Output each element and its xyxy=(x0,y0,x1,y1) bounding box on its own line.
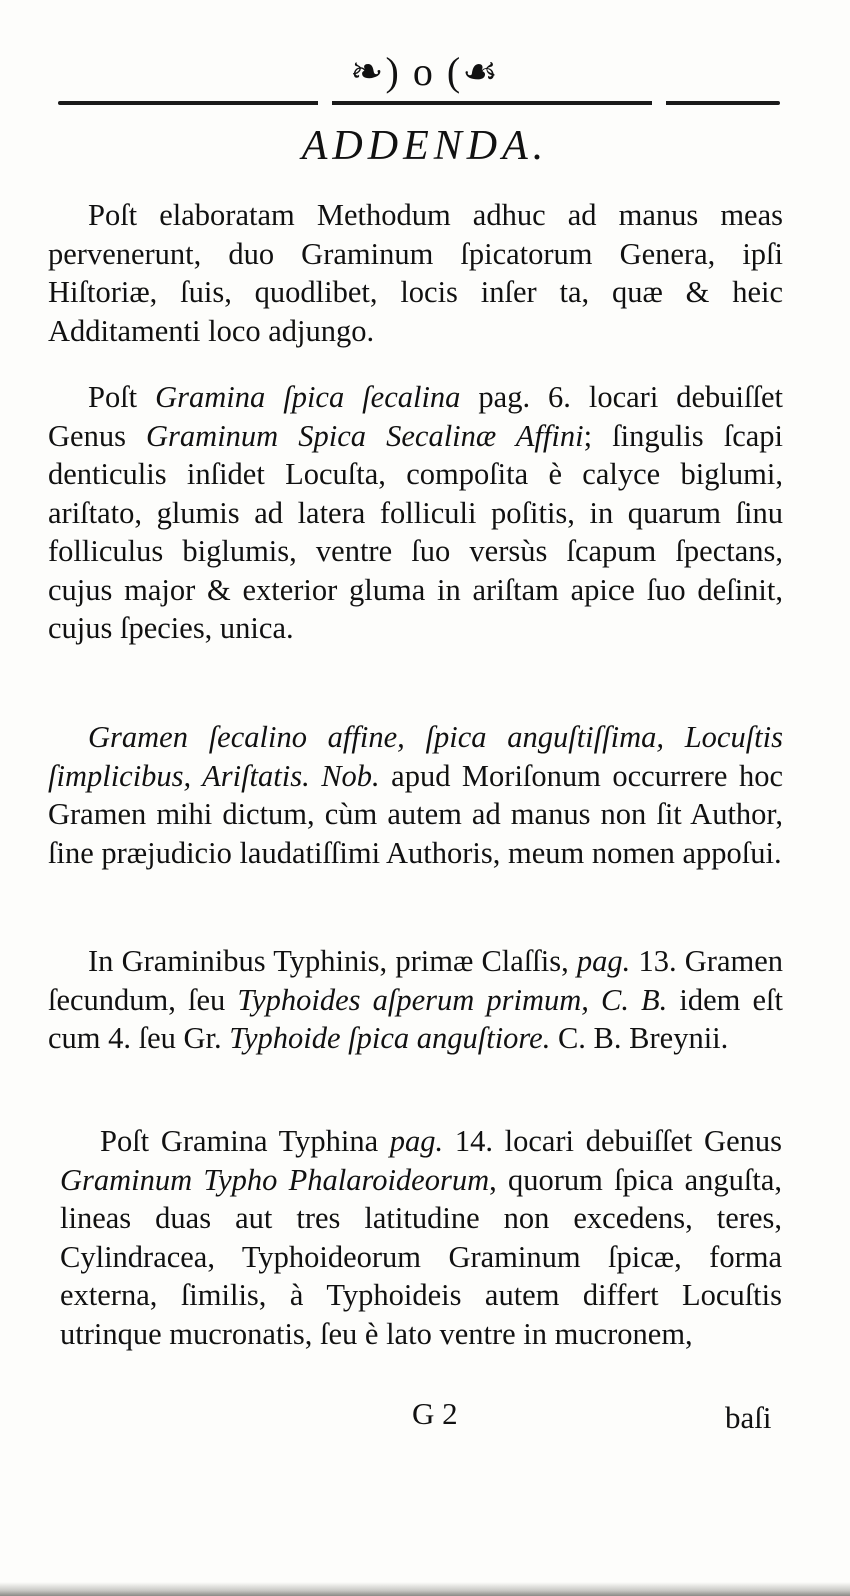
rule-break xyxy=(318,100,332,106)
catchword: baſi xyxy=(725,1400,772,1435)
signature-mark: G 2 xyxy=(412,1396,458,1431)
running-head: ❧) o (☙ xyxy=(349,49,500,94)
text-run: C. B. Breynii. xyxy=(550,1021,729,1055)
text-run: In Graminibus Typhinis, primæ Claſſis, xyxy=(88,944,577,978)
paragraph-text xyxy=(48,942,783,1058)
italic-run: Graminum Typho Phalaroideorum xyxy=(60,1162,490,1197)
text-run: pag. 6. locari debuiſſet Genus xyxy=(48,380,783,453)
text-run: 13. Gramen ſecundum, ſeu xyxy=(48,944,784,1017)
italic-run: Gramen ſecalino affine, ſpica anguſtiſſima, Locuſtis ſimplicibus, Ariſtatis. Nob. xyxy=(48,720,783,793)
text-run: apud Moriſonum occurrere hoc Gramen mihi dictum, cùm autem ad manus non ſit Author, ſine præjudicio laudatiſſimi Authoris, meum nomen appoſui. xyxy=(48,758,783,870)
header-rule xyxy=(58,101,780,105)
paragraph-3 xyxy=(48,718,783,872)
text-run: 14. locari debuiſſet Genus xyxy=(443,1124,782,1158)
paragraph-4 xyxy=(48,942,783,1058)
paragraph-2 xyxy=(48,378,783,648)
italic-run: Gramina ſpica ſecalina xyxy=(155,380,461,414)
paragraph-5 xyxy=(60,1122,782,1353)
text-run: Poſt xyxy=(88,380,156,414)
paragraph-1 xyxy=(48,196,783,350)
text-run: Poſt Gramina Typhina xyxy=(100,1124,390,1158)
paragraph-text: Poſt elaboratam Methodum adhuc ad manus meas pervenerunt, duo Graminum ſpicatorum Genera, ipſi Hiſtoriæ, ſuis, quodlibet, locis inſer ta, quæ & heic Additamenti loco adjungo. xyxy=(48,198,783,348)
paragraph-text xyxy=(48,378,783,648)
text-run: , quorum ſpica anguſta, lineas duas aut tres latitudine non excedens, teres, Cylindracea, Typhoideorum Graminum ſpicæ, forma externa, ſimilis, à Typhoideis autem differt Locuſtis utrinque mucronatis, ſeu è lato ventre in mucronem, xyxy=(60,1162,782,1351)
italic-run: pag. xyxy=(389,1124,444,1158)
italic-run: pag. xyxy=(576,944,631,978)
page-edge xyxy=(0,1582,850,1596)
paragraph-text xyxy=(60,1122,782,1353)
text-run: ; ſingulis ſcapi denticulis inſidet Locuſta, compoſita è calyce biglumi, ariſtato, glumis ad latera folliculi poſitis, in quarum ſinu folliculus biglumis, ventre ſuo versùs ſcapum ſpectans, cujus major & exterior gluma in ariſtam apice ſuo deſinit, cujus ſpecies, unica. xyxy=(48,418,784,645)
text-run: idem eſt cum 4. ſeu Gr. xyxy=(48,982,783,1055)
section-title: ADDENDA. xyxy=(301,123,549,169)
italic-run: Typhoide ſpica anguſtiore. xyxy=(229,1021,551,1055)
rule-break xyxy=(652,100,666,106)
italic-run: Graminum Spica Secalinæ Affini xyxy=(146,418,584,453)
paragraph-text xyxy=(48,718,783,872)
italic-run: Typhoides aſperum primum, C. B. xyxy=(237,982,668,1017)
